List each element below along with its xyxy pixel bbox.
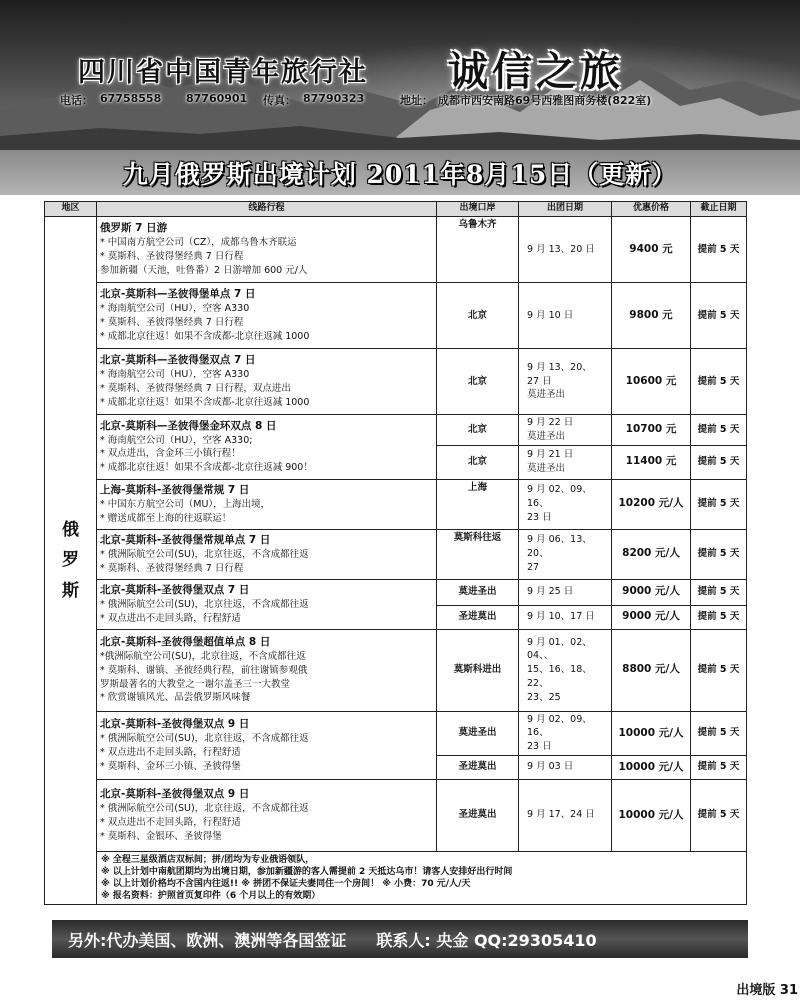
- route-line: * 海南航空公司（HU），空客 A330: [100, 303, 250, 315]
- itinerary-table: [44, 201, 747, 905]
- phone-number-1: 67758558: [100, 92, 162, 105]
- route-line: * 双点进出不走回头路，行程舒适: [100, 746, 241, 758]
- route-title: 北京-莫斯科-圣彼得堡双点 7 日: [100, 583, 250, 596]
- route-line: * 俄洲际航空公司(SU)，北京往返，不含成都往返: [100, 733, 309, 745]
- date-cell: 9 月 01、02、04、、 15、16、18、22、 23、25: [519, 629, 612, 711]
- date-cell: 9 月 13、20 日: [519, 217, 612, 283]
- route-line: * 中国东方航空公司（MU），上海出境，: [100, 498, 271, 510]
- route-cell: [97, 283, 437, 349]
- table-row: [45, 579, 747, 605]
- route-title: 北京-莫斯科—圣彼得堡单点 7 日: [100, 288, 256, 301]
- deadline-cell: 提前 5 天: [691, 629, 747, 711]
- route-line: * 莫斯科、圣彼得堡经典 7 日行程，双点进出: [100, 383, 291, 395]
- route-title: 北京-莫斯科—圣彼得堡金环双点 8 日: [100, 419, 277, 432]
- note-line: ※ 全程三星级酒店双标间；拼/团均为专业俄语领队，: [101, 854, 315, 865]
- visa-service-bar: [52, 920, 748, 958]
- port-cell: 北京: [437, 445, 519, 479]
- port-cell: 北京: [437, 283, 519, 349]
- route-title: 北京-莫斯科—圣彼得堡双点 7 日: [100, 354, 256, 367]
- port-cell: 上海: [437, 479, 519, 529]
- deadline-cell: 提前 5 天: [691, 349, 747, 415]
- route-title: 北京-莫斯科-圣彼得堡双点 9 日: [100, 717, 250, 730]
- table-row: [45, 711, 747, 755]
- fax-label: 传真：: [263, 94, 296, 107]
- route-line: * 莫斯科、圣彼得堡经典 7 日行程: [100, 562, 244, 574]
- header-banner: [0, 0, 800, 150]
- port-cell: 莫斯科往返: [437, 529, 519, 579]
- port-cell: 圣进莫出: [437, 779, 519, 851]
- deadline-cell: 提前 5 天: [691, 605, 747, 629]
- route-title: 北京-莫斯科-圣彼得堡超值单点 8 日: [100, 635, 271, 648]
- route-line: * 莫斯科、圣彼得堡经典 7 日行程: [100, 251, 244, 263]
- date-cell: 9 月 02、09、16、 23 日: [519, 711, 612, 755]
- port-cell: 莫进圣出: [437, 711, 519, 755]
- column-header: 优惠价格: [612, 202, 691, 217]
- price-cell: 10000 元/人: [612, 711, 691, 755]
- date-cell: 9 月 02、09、16、 23 日: [519, 479, 612, 529]
- route-title: 俄罗斯 7 日游: [100, 222, 168, 235]
- column-header: 出境口岸: [437, 202, 519, 217]
- route-line: * 莫斯科、圣彼得堡经典 7 日行程: [100, 317, 244, 329]
- notes-row: [45, 851, 747, 905]
- headline-bar: [0, 150, 800, 195]
- port-cell: 北京: [437, 415, 519, 446]
- price-cell: 11400 元: [612, 445, 691, 479]
- route-line: 参加新疆（天池，吐鲁番）2 日游增加 600 元/人: [100, 264, 308, 276]
- route-line: * 双点进出不走回头路，行程舒适: [100, 612, 241, 624]
- table-row: [45, 415, 747, 446]
- route-line: * 俄洲际航空公司(SU)，北京往返，不含成都往返: [100, 803, 309, 815]
- deadline-cell: 提前 5 天: [691, 415, 747, 446]
- route-line: * 莫斯科、金环三小镇、圣彼得堡: [100, 760, 241, 772]
- port-cell: 北京: [437, 349, 519, 415]
- column-header: 出团日期: [519, 202, 612, 217]
- column-header: 地区: [45, 202, 97, 217]
- date-cell: 9 月 10、17 日: [519, 605, 612, 629]
- price-cell: 8200 元/人: [612, 529, 691, 579]
- price-cell: 9800 元: [612, 283, 691, 349]
- port-cell: 圣进莫出: [437, 605, 519, 629]
- price-cell: 10700 元: [612, 415, 691, 446]
- route-line: * 双点进出，含金环三小镇行程！: [100, 448, 241, 460]
- phone-label: 电话：: [60, 94, 93, 107]
- table-row: [45, 529, 747, 579]
- route-cell: [97, 529, 437, 579]
- table-row: [45, 629, 747, 711]
- deadline-cell: 提前 5 天: [691, 755, 747, 779]
- route-title: 上海-莫斯科-圣彼得堡常规 7 日: [100, 483, 250, 496]
- route-title: 北京-莫斯科-圣彼得堡常规单点 7 日: [100, 533, 271, 546]
- route-cell: [97, 779, 437, 851]
- fax-number: 87790323: [303, 92, 365, 105]
- date-cell: 9 月 03 日: [519, 755, 612, 779]
- page-label: 出境版 31: [736, 983, 798, 998]
- route-cell: [97, 579, 437, 629]
- column-header: 线路行程: [97, 202, 437, 217]
- agency-name: 四川省中国青年旅行社: [78, 57, 368, 88]
- price-cell: 9000 元/人: [612, 605, 691, 629]
- route-line: * 赠送成都至上海的往返联运！: [100, 512, 232, 524]
- table-header-row: [45, 202, 747, 217]
- note-line: ※ 以上计划中南航团期均为出境日期，参加新疆游的客人需提前 2 天抵达乌市！请客人安排好出行时间: [101, 866, 513, 877]
- table-row: [45, 349, 747, 415]
- route-line: * 成都北京往返！如果不含成都-北京往返减 1000: [100, 396, 310, 408]
- itinerary-table-wrapper: [44, 201, 746, 905]
- price-cell: 8800 元/人: [612, 629, 691, 711]
- address-label: 地址：: [400, 94, 433, 107]
- route-line: * 双点进出不走回头路，行程舒适: [100, 817, 241, 829]
- region-label: 俄罗斯: [62, 519, 79, 601]
- deadline-cell: 提前 5 天: [691, 711, 747, 755]
- table-row: [45, 217, 747, 283]
- price-cell: 10600 元: [612, 349, 691, 415]
- date-cell: 9 月 10 日: [519, 283, 612, 349]
- price-cell: 9400 元: [612, 217, 691, 283]
- port-cell: 圣进莫出: [437, 755, 519, 779]
- address: 成都市西安南路69号西雅图商务楼(822室): [438, 94, 652, 107]
- date-cell: 9 月 25 日: [519, 579, 612, 605]
- route-line: * 海南航空公司（HU），空客 A330;: [100, 434, 253, 446]
- port-cell: 乌鲁木齐: [437, 217, 519, 283]
- slogan: 诚信之旅: [448, 48, 624, 95]
- table-row: [45, 779, 747, 851]
- date-cell: 9 月 13、20、 27 日 莫进圣出: [519, 349, 612, 415]
- visa-service-text: 另外:代办美国、欧洲、澳洲等各国签证: [68, 930, 347, 950]
- port-cell: 莫斯科进出: [437, 629, 519, 711]
- route-cell: [97, 479, 437, 529]
- port-cell: 莫进圣出: [437, 579, 519, 605]
- deadline-cell: 提前 5 天: [691, 529, 747, 579]
- note-line: ※ 以上计划价格均不含国内往返!! ※ 拼团不保证夫妻同住一个房间！ ※ 小费：70 元/人/天: [101, 879, 471, 890]
- deadline-cell: 提前 5 天: [691, 579, 747, 605]
- price-cell: 10000 元/人: [612, 779, 691, 851]
- table-row: [45, 283, 747, 349]
- deadline-cell: 提前 5 天: [691, 217, 747, 283]
- date-cell: 9 月 06、13、20、 27: [519, 529, 612, 579]
- route-line: 罗斯最著名的大教堂之一谢尔盖圣三一大教堂: [100, 678, 291, 690]
- deadline-cell: 提前 5 天: [691, 283, 747, 349]
- region-cell: [45, 217, 97, 905]
- notes-cell: [97, 851, 747, 905]
- route-line: * 成都北京往返！如果不含成都-北京往返减 1000: [100, 330, 310, 342]
- contact-person: 联系人: 央金 QQ:29305410: [376, 930, 597, 950]
- route-line: * 成都北京往返！如果不含成都-北京往返减 900！: [100, 462, 313, 474]
- route-line: * 莫斯科、谢镇、圣彼经典行程，前往谢镇参观俄: [100, 664, 308, 676]
- route-line: * 海南航空公司（HU），空客 A330: [100, 369, 250, 381]
- date-cell: 9 月 22 日 莫进圣出: [519, 415, 612, 446]
- route-line: * 中国南方航空公司（CZ），成都乌鲁木齐联运: [100, 237, 297, 249]
- column-header: 截止日期: [691, 202, 747, 217]
- price-cell: 10000 元/人: [612, 755, 691, 779]
- note-line: ※ 报名资料：护照首页复印件（6 个月以上的有效期）: [101, 891, 321, 902]
- headline-title: 九月俄罗斯出境计划 2011年8月15日（更新）: [122, 159, 678, 189]
- route-cell: [97, 217, 437, 283]
- route-cell: [97, 415, 437, 480]
- route-cell: [97, 629, 437, 711]
- price-cell: 10200 元/人: [612, 479, 691, 529]
- route-line: *俄洲际航空公司(SU)，北京往返，不含成都往返: [100, 651, 306, 663]
- route-line: * 俄洲际航空公司(SU)，北京往返，不含成都往返: [100, 548, 309, 560]
- deadline-cell: 提前 5 天: [691, 779, 747, 851]
- route-cell: [97, 711, 437, 779]
- phone-number-2: 87760901: [186, 92, 248, 105]
- route-cell: [97, 349, 437, 415]
- price-cell: 9000 元/人: [612, 579, 691, 605]
- route-title: 北京-莫斯科-圣彼得堡双点 9 日: [100, 788, 250, 801]
- route-line: * 莫斯科、金银环、圣彼得堡: [100, 830, 222, 842]
- route-line: * 俄洲际航空公司(SU)，北京往返，不含成都往返: [100, 598, 309, 610]
- deadline-cell: 提前 5 天: [691, 445, 747, 479]
- deadline-cell: 提前 5 天: [691, 479, 747, 529]
- route-line: * 欣赏谢镇风光、品尝俄罗斯风味餐: [100, 692, 251, 704]
- date-cell: 9 月 17、24 日: [519, 779, 612, 851]
- date-cell: 9 月 21 日 莫进圣出: [519, 445, 612, 479]
- table-row: [45, 479, 747, 529]
